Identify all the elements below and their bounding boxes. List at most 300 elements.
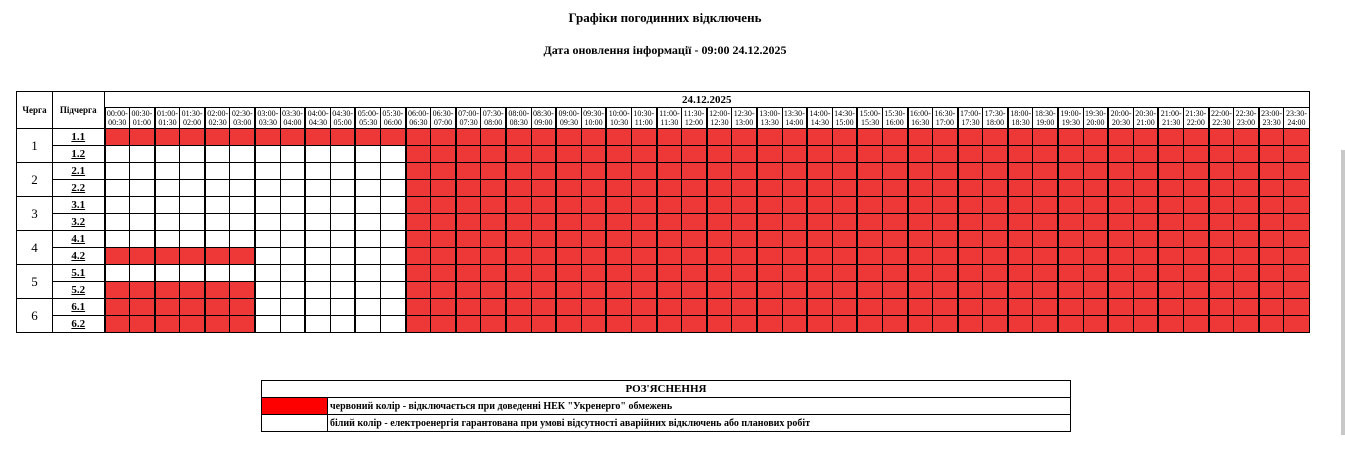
schedule-cell [682,231,707,248]
schedule-cell [531,282,556,299]
schedule-cell [506,231,531,248]
schedule-cell [983,299,1008,316]
schedule-cell [1108,265,1133,282]
queue-number: 4 [17,231,53,265]
schedule-cell [381,163,406,180]
schedule-cell [556,231,581,248]
time-slot: 13:30- 14:00 [782,108,807,129]
schedule-cell [933,129,958,146]
schedule-cell [807,146,832,163]
schedule-cell [606,282,631,299]
schedule-cell [1033,214,1058,231]
schedule-cell [180,248,205,265]
schedule-cell [481,231,506,248]
schedule-cell [255,265,280,282]
schedule-cell [1259,248,1284,265]
queue-header: Черга [17,92,53,129]
schedule-cell [1209,231,1234,248]
schedule-cell [657,248,682,265]
schedule-cell [556,299,581,316]
schedule-cell [456,180,481,197]
schedule-cell [155,197,180,214]
schedule-cell [205,214,230,231]
schedule-cell [1259,180,1284,197]
schedule-cell [230,248,255,265]
scrollbar[interactable] [1341,150,1345,435]
schedule-cell [105,180,130,197]
schedule-cell [180,231,205,248]
schedule-cell [1284,316,1309,333]
schedule-cell [832,214,857,231]
schedule-cell [933,180,958,197]
schedule-row [17,129,1310,146]
schedule-cell [381,316,406,333]
schedule-cell [958,197,983,214]
schedule-cell [581,248,606,265]
subqueue-link[interactable]: 6.2 [53,316,105,333]
schedule-cell [1133,197,1158,214]
schedule-cell [882,316,907,333]
schedule-cell [1083,265,1108,282]
schedule-cell [933,146,958,163]
schedule-cell [481,299,506,316]
schedule-cell [1209,180,1234,197]
schedule-cell [230,265,255,282]
schedule-cell [732,163,757,180]
schedule-cell [1209,248,1234,265]
schedule-cell [682,248,707,265]
schedule-cell [481,214,506,231]
legend-red-text: червоний колір - відключається при доведенні НЕК "Укренерго" обмежень [328,398,1071,415]
schedule-cell [857,214,882,231]
schedule-cell [1284,231,1309,248]
subqueue-link[interactable]: 5.1 [53,265,105,282]
schedule-cell [105,299,130,316]
schedule-cell [983,282,1008,299]
legend-title: РОЗ'ЯСНЕННЯ [262,381,1071,398]
time-slot: 03:30- 04:00 [280,108,305,129]
schedule-cell [606,316,631,333]
schedule-cell [330,282,355,299]
schedule-cell [130,197,155,214]
time-slot: 12:00- 12:30 [707,108,732,129]
queue-number: 5 [17,265,53,299]
schedule-cell [180,299,205,316]
time-slot: 04:30- 05:00 [330,108,355,129]
schedule-cell [908,197,933,214]
schedule-cell [330,163,355,180]
schedule-cell [556,248,581,265]
schedule-cell [1158,180,1183,197]
schedule-cell [958,231,983,248]
schedule-cell [983,146,1008,163]
schedule-cell [757,248,782,265]
schedule-row [17,180,1310,197]
time-slot: 02:30- 03:00 [230,108,255,129]
schedule-cell [1108,197,1133,214]
schedule-cell [1108,282,1133,299]
schedule-cell [1033,197,1058,214]
schedule-cell [657,214,682,231]
subqueue-link[interactable]: 6.1 [53,299,105,316]
subqueue-link[interactable]: 2.1 [53,163,105,180]
schedule-cell [1184,248,1209,265]
schedule-cell [1158,197,1183,214]
schedule-cell [105,282,130,299]
schedule-cell [1234,248,1259,265]
schedule-cell [857,197,882,214]
schedule-cell [155,163,180,180]
schedule-cell [130,146,155,163]
schedule-cell [682,180,707,197]
schedule-cell [682,282,707,299]
schedule-cell [155,299,180,316]
schedule-cell [631,265,656,282]
schedule-cell [230,214,255,231]
schedule-cell [556,214,581,231]
time-slot: 19:00- 19:30 [1058,108,1083,129]
schedule-cell [330,180,355,197]
schedule-cell [1184,163,1209,180]
schedule-cell [933,214,958,231]
date-header: 24.12.2025 [105,92,1310,108]
schedule-cell [406,265,431,282]
schedule-cell [255,163,280,180]
schedule-cell [757,282,782,299]
time-slot: 10:00- 10:30 [606,108,631,129]
schedule-cell [983,214,1008,231]
schedule-cell [255,316,280,333]
schedule-cell [355,265,380,282]
schedule-cell [205,163,230,180]
schedule-cell [330,248,355,265]
schedule-cell [908,316,933,333]
time-slot: 05:30- 06:00 [381,108,406,129]
schedule-cell [933,282,958,299]
schedule-cell [1083,282,1108,299]
schedule-cell [1234,163,1259,180]
schedule-cell [983,248,1008,265]
queue-number: 2 [17,163,53,197]
schedule-cell [1234,197,1259,214]
schedule-cell [908,299,933,316]
schedule-cell [1184,282,1209,299]
schedule-cell [355,316,380,333]
schedule-cell [782,197,807,214]
schedule-cell [682,316,707,333]
schedule-cell [130,248,155,265]
schedule-cell [832,248,857,265]
schedule-cell [857,248,882,265]
schedule-cell [983,197,1008,214]
schedule-cell [330,197,355,214]
schedule-cell [355,282,380,299]
schedule-cell [1259,282,1284,299]
schedule-cell [631,197,656,214]
schedule-cell [1083,180,1108,197]
schedule-cell [1284,146,1309,163]
schedule-cell [205,197,230,214]
schedule-cell [958,248,983,265]
schedule-cell [1058,163,1083,180]
schedule-cell [682,163,707,180]
schedule-cell [556,265,581,282]
time-slot: 01:00- 01:30 [155,108,180,129]
schedule-cell [732,282,757,299]
schedule-cell [1083,163,1108,180]
schedule-cell [406,282,431,299]
schedule-cell [1133,231,1158,248]
schedule-cell [1184,316,1209,333]
schedule-cell [581,214,606,231]
subqueue-link[interactable]: 4.1 [53,231,105,248]
schedule-cell [983,163,1008,180]
schedule-cell [1158,231,1183,248]
schedule-cell [556,163,581,180]
schedule-cell [1234,231,1259,248]
subqueue-link[interactable]: 1.1 [53,129,105,146]
time-slot: 23:30- 24:00 [1284,108,1309,129]
schedule-cell [1108,316,1133,333]
schedule-cell [1008,231,1033,248]
schedule-cell [1008,214,1033,231]
schedule-cell [130,282,155,299]
schedule-cell [130,265,155,282]
schedule-cell [732,129,757,146]
subqueue-link[interactable]: 2.2 [53,180,105,197]
schedule-cell [1234,214,1259,231]
schedule-cell [180,316,205,333]
schedule-cell [707,180,732,197]
subqueue-link[interactable]: 5.2 [53,282,105,299]
schedule-cell [531,299,556,316]
time-slot: 11:30- 12:00 [682,108,707,129]
schedule-cell [933,163,958,180]
schedule-cell [406,129,431,146]
schedule-row [17,299,1310,316]
schedule-cell [882,231,907,248]
schedule-cell [230,180,255,197]
schedule-cell [205,316,230,333]
schedule-cell [1058,316,1083,333]
subqueue-link[interactable]: 4.2 [53,248,105,265]
schedule-cell [631,146,656,163]
schedule-cell [1058,180,1083,197]
schedule-cell [406,231,431,248]
schedule-cell [330,299,355,316]
schedule-cell [305,129,330,146]
schedule-cell [305,197,330,214]
schedule-cell [506,316,531,333]
schedule-cell [381,282,406,299]
schedule-cell [531,248,556,265]
schedule-cell [832,197,857,214]
schedule-cell [1259,197,1284,214]
schedule-cell [933,231,958,248]
schedule-cell [1184,299,1209,316]
schedule-cell [707,282,732,299]
schedule-cell [732,180,757,197]
schedule-cell [381,248,406,265]
schedule-cell [105,163,130,180]
time-slot: 17:00- 17:30 [958,108,983,129]
schedule-cell [581,316,606,333]
schedule-cell [1058,299,1083,316]
schedule-cell [732,197,757,214]
time-slot: 14:30- 15:00 [832,108,857,129]
schedule-cell [581,129,606,146]
schedule-cell [381,197,406,214]
subqueue-link[interactable]: 1.2 [53,146,105,163]
schedule-cell [606,197,631,214]
time-slot: 22:00- 22:30 [1209,108,1234,129]
schedule-cell [481,197,506,214]
schedule-cell [180,180,205,197]
schedule-cell [1184,180,1209,197]
schedule-cell [381,180,406,197]
schedule-cell [355,197,380,214]
time-slot: 08:00- 08:30 [506,108,531,129]
schedule-cell [105,231,130,248]
schedule-cell [456,316,481,333]
subqueue-link[interactable]: 3.2 [53,214,105,231]
schedule-cell [105,265,130,282]
schedule-cell [280,214,305,231]
schedule-cell [230,146,255,163]
schedule-cell [205,146,230,163]
schedule-cell [707,231,732,248]
schedule-cell [330,316,355,333]
schedule-cell [807,129,832,146]
schedule-cell [130,231,155,248]
schedule-cell [933,265,958,282]
schedule-cell [882,180,907,197]
schedule-cell [255,282,280,299]
schedule-cell [1133,282,1158,299]
schedule-cell [1209,214,1234,231]
schedule-cell [958,282,983,299]
schedule-cell [431,180,456,197]
time-slot: 06:00- 06:30 [406,108,431,129]
schedule-cell [431,146,456,163]
schedule-cell [456,129,481,146]
schedule-cell [707,197,732,214]
schedule-cell [581,265,606,282]
schedule-cell [305,163,330,180]
schedule-cell [1133,214,1158,231]
schedule-cell [983,231,1008,248]
schedule-cell [305,214,330,231]
schedule-cell [908,129,933,146]
schedule-cell [657,265,682,282]
schedule-cell [807,231,832,248]
schedule-cell [631,231,656,248]
schedule-cell [1108,146,1133,163]
schedule-cell [1234,180,1259,197]
time-slot: 21:30- 22:00 [1184,108,1209,129]
schedule-cell [1234,282,1259,299]
schedule-cell [431,129,456,146]
schedule-cell [155,146,180,163]
schedule-cell [1284,248,1309,265]
schedule-cell [1284,197,1309,214]
schedule-cell [205,282,230,299]
schedule-cell [657,146,682,163]
schedule-cell [1033,316,1058,333]
schedule-cell [757,129,782,146]
schedule-cell [355,146,380,163]
schedule-cell [431,282,456,299]
schedule-cell [556,180,581,197]
schedule-cell [857,299,882,316]
schedule-cell [1284,214,1309,231]
schedule-cell [531,180,556,197]
schedule-cell [732,248,757,265]
schedule-cell [1133,129,1158,146]
schedule-cell [1058,265,1083,282]
schedule-cell [406,146,431,163]
schedule-cell [757,163,782,180]
schedule-cell [1083,248,1108,265]
schedule-cell [230,163,255,180]
legend-red-swatch [262,398,328,415]
schedule-cell [882,197,907,214]
schedule-row [17,214,1310,231]
schedule-cell [782,146,807,163]
schedule-cell [807,299,832,316]
schedule-cell [155,248,180,265]
schedule-cell [657,231,682,248]
time-slot: 04:00- 04:30 [305,108,330,129]
schedule-cell [908,146,933,163]
schedule-cell [757,180,782,197]
schedule-cell [1209,299,1234,316]
schedule-cell [431,163,456,180]
schedule-cell [556,129,581,146]
schedule-cell [807,197,832,214]
schedule-cell [908,231,933,248]
schedule-cell [581,163,606,180]
schedule-cell [782,129,807,146]
schedule-cell [305,299,330,316]
schedule-cell [130,180,155,197]
schedule-cell [757,265,782,282]
schedule-cell [1259,299,1284,316]
schedule-cell [381,214,406,231]
schedule-cell [832,180,857,197]
schedule-cell [255,146,280,163]
schedule-cell [581,231,606,248]
schedule-cell [732,265,757,282]
time-slot: 17:30- 18:00 [983,108,1008,129]
schedule-cell [1058,231,1083,248]
schedule-cell [506,299,531,316]
schedule-cell [1259,265,1284,282]
queue-number: 3 [17,197,53,231]
schedule-cell [857,231,882,248]
time-slot: 18:00- 18:30 [1008,108,1033,129]
schedule-cell [908,163,933,180]
subqueue-link[interactable]: 3.1 [53,197,105,214]
schedule-cell [1033,163,1058,180]
update-info: Дата оновлення інформації - 09:00 24.12.2025 [543,43,787,57]
schedule-cell [631,316,656,333]
schedule-cell [1184,265,1209,282]
schedule-cell [707,248,732,265]
time-slot: 08:30- 09:00 [531,108,556,129]
schedule-cell [606,146,631,163]
schedule-row [17,197,1310,214]
